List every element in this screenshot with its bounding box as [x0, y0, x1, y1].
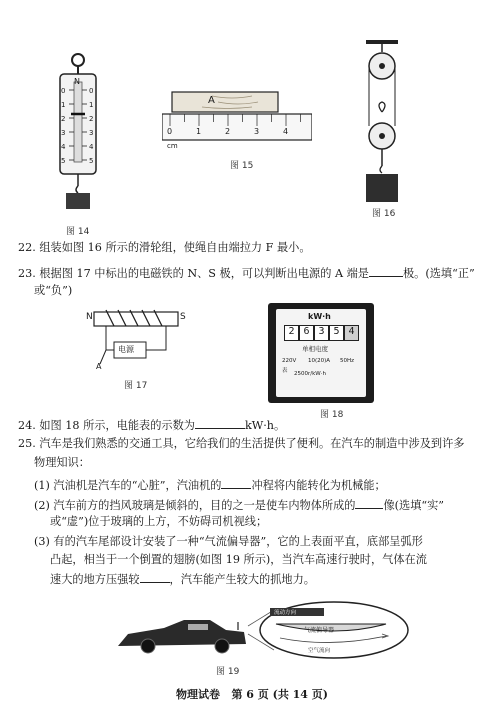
question-25-part-3-line-1: (3) 有的汽车尾部设计安装了一种“气流偏导器”，它的上表面平直，底部呈弧形: [34, 535, 423, 548]
meter-spec-char: 表: [282, 368, 288, 374]
meter-digit-window: [284, 325, 359, 341]
question-25-part-3-line-2: 凸起，相当于一个倒置的翅膀(如图 19 所示)，当汽车高速行驶时，气体在流: [50, 553, 427, 566]
meter-unit-label: kW·h: [308, 312, 331, 321]
question-25-part-2-cont: 或“虚”)位于玻璃的上方，不妨碍司机视线；: [50, 515, 268, 528]
meter-constant: 2500r/kW·h: [294, 371, 326, 377]
question-25-part-3-line-3: 速大的地方压强较 ，汽车能产生较大的抓地力。: [50, 570, 315, 588]
question-24: 24. 如图 18 所示，电能表的示数为 kW·h。: [18, 416, 285, 434]
question-22: 22. 组装如图 16 所示的滑轮组，使绳自由端拉力 F 最小。: [18, 241, 311, 254]
meter-digit-decimal: 4: [344, 325, 359, 341]
figure-18-caption: 图 18: [320, 410, 344, 420]
question-23-line-2: 或“负”): [34, 284, 73, 297]
figure-15-caption: 图 15: [230, 161, 254, 171]
figure-16-caption: 图 16: [372, 209, 396, 219]
meter-digit: 5: [329, 325, 344, 341]
scale-left-labels: 0 1 2 3 4 5: [61, 87, 66, 165]
figure-19-car-spoiler: [114, 598, 414, 660]
ruler-tick-1: 1: [196, 127, 202, 136]
ruler-tick-0: 0: [167, 127, 173, 136]
question-25-line-2: 物理知识：: [34, 456, 90, 469]
figure-16-pulley-system: [352, 38, 412, 208]
answer-blank-25-2[interactable]: [355, 496, 383, 509]
answer-blank-25-3[interactable]: [140, 570, 170, 583]
figure-14-spring-scale: [38, 52, 118, 212]
question-23-line-1: 23. 根据图 17 中标出的电磁铁的 N、S 极，可以判断出电源的 A 端是 极。(选填“正”: [18, 264, 475, 282]
ruler-tick-4: 4: [283, 127, 289, 136]
question-25-line-1: 25. 汽车是我们熟悉的交通工具，它给我们的生活提供了便利。在汽车的制造中涉及到许多: [18, 437, 465, 450]
meter-voltage: 220V: [282, 358, 297, 364]
meter-name: 单相电度: [302, 345, 328, 353]
answer-blank-25-1[interactable]: [221, 476, 251, 489]
meter-digit: 3: [314, 325, 329, 341]
figure-18-electric-meter: [268, 303, 374, 403]
air-flow-label: 空气流向: [308, 648, 331, 654]
page-footer: 物理试卷 第 6 页 (共 14 页): [175, 688, 328, 701]
meter-frequency: 50Hz: [340, 358, 355, 364]
figure-14-caption: 图 14: [66, 227, 90, 237]
figure-17-caption: 图 17: [124, 381, 148, 391]
terminal-a-label: A: [96, 362, 102, 371]
meter-digit: 6: [299, 325, 314, 341]
ruler-tick-3: 3: [254, 127, 260, 136]
pole-s-label: S: [180, 312, 186, 322]
block-a-label: A: [208, 95, 215, 106]
question-25-part-2: (2) 汽车前方的挡风玻璃是倾斜的，目的之一是使车内物体所成的 像(选填“实”: [34, 496, 444, 514]
figure-19-caption: 图 19: [216, 667, 240, 677]
meter-digit: 2: [284, 325, 299, 341]
question-25-part-1: (1) 汽油机是汽车的“心脏”，汽油机的 冲程将内能转化为机械能；: [34, 476, 386, 494]
meter-current: 10(20)A: [308, 358, 331, 364]
answer-blank-24[interactable]: [195, 416, 245, 429]
figure-15-ruler: [162, 88, 312, 158]
ruler-unit-cm: cm: [167, 142, 178, 150]
scale-right-labels: 0 1 2 3 4 5: [89, 87, 94, 165]
power-source-label: 电源: [118, 345, 134, 354]
flow-direction-label: 流动方向: [274, 610, 297, 616]
spoiler-label: 气流偏导器: [304, 627, 335, 634]
figure-17-electromagnet: [86, 306, 186, 376]
ruler-tick-2: 2: [225, 127, 231, 136]
pole-n-label: N: [86, 312, 93, 322]
unit-n-label: N: [74, 77, 80, 86]
answer-blank-23[interactable]: [369, 264, 403, 277]
